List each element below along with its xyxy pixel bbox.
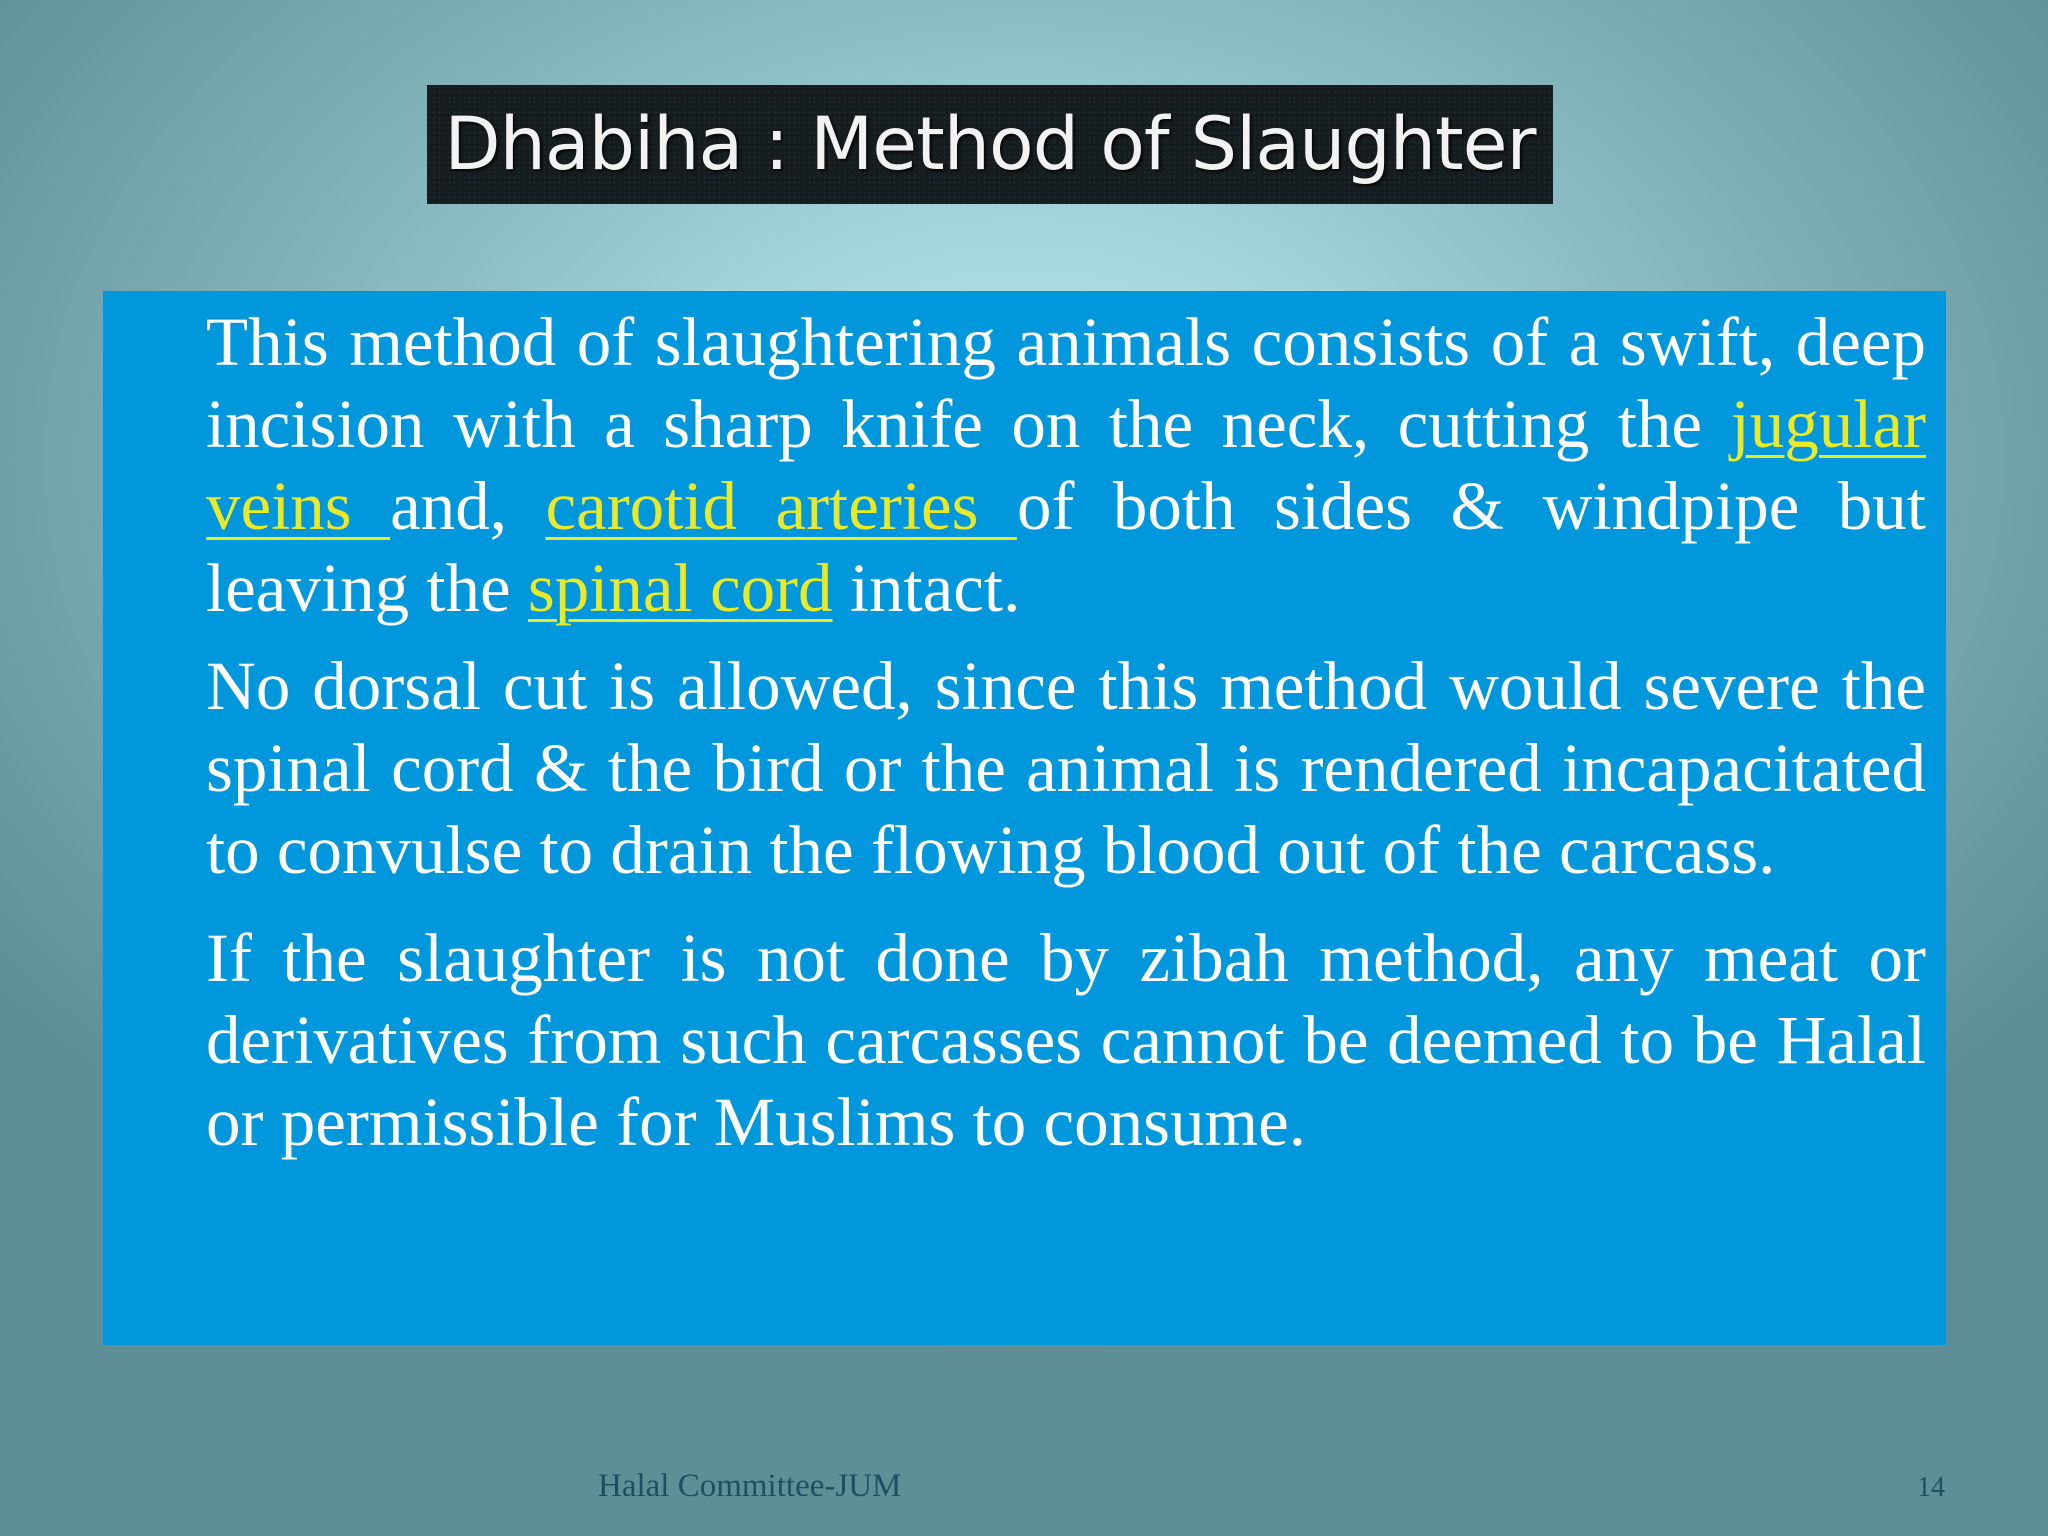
slide-title: Dhabiha : Method of Slaughter	[444, 102, 1536, 187]
title-banner	[427, 85, 1553, 204]
term-carotid-arteries: carotid arteries	[545, 468, 1017, 544]
paragraph-zibah: If the slaughter is not done by zibah method, any meat or derivatives from such carcasses cannot be deemed to be Halal or permissible for Muslims to consume.	[206, 920, 1926, 1160]
content-box	[103, 291, 1946, 1345]
paragraph-text: and,	[390, 468, 546, 544]
paragraph-text: of both sides & windpipe but leaving the	[206, 468, 1926, 626]
term-spinal-cord: spinal cord	[527, 550, 833, 626]
paragraph-incision	[206, 301, 1926, 629]
paragraph-dorsal-cut: No dorsal cut is allowed, since this method would severe the spinal cord & the bird or the animal is rendered incapacitated to convulse to drain the flowing blood out of the carcass.	[206, 648, 1926, 888]
page-number: 14	[1917, 1472, 1945, 1503]
footer-text: Halal Committee-JUM	[598, 1468, 902, 1504]
paragraph-text: intact.	[832, 550, 1021, 626]
term-jugular-veins: jugular veins	[206, 386, 1926, 544]
paragraph-text: This method of slaughtering animals consists of a swift, deep incision with a sharp knife on the neck, cutting the	[206, 304, 1926, 462]
